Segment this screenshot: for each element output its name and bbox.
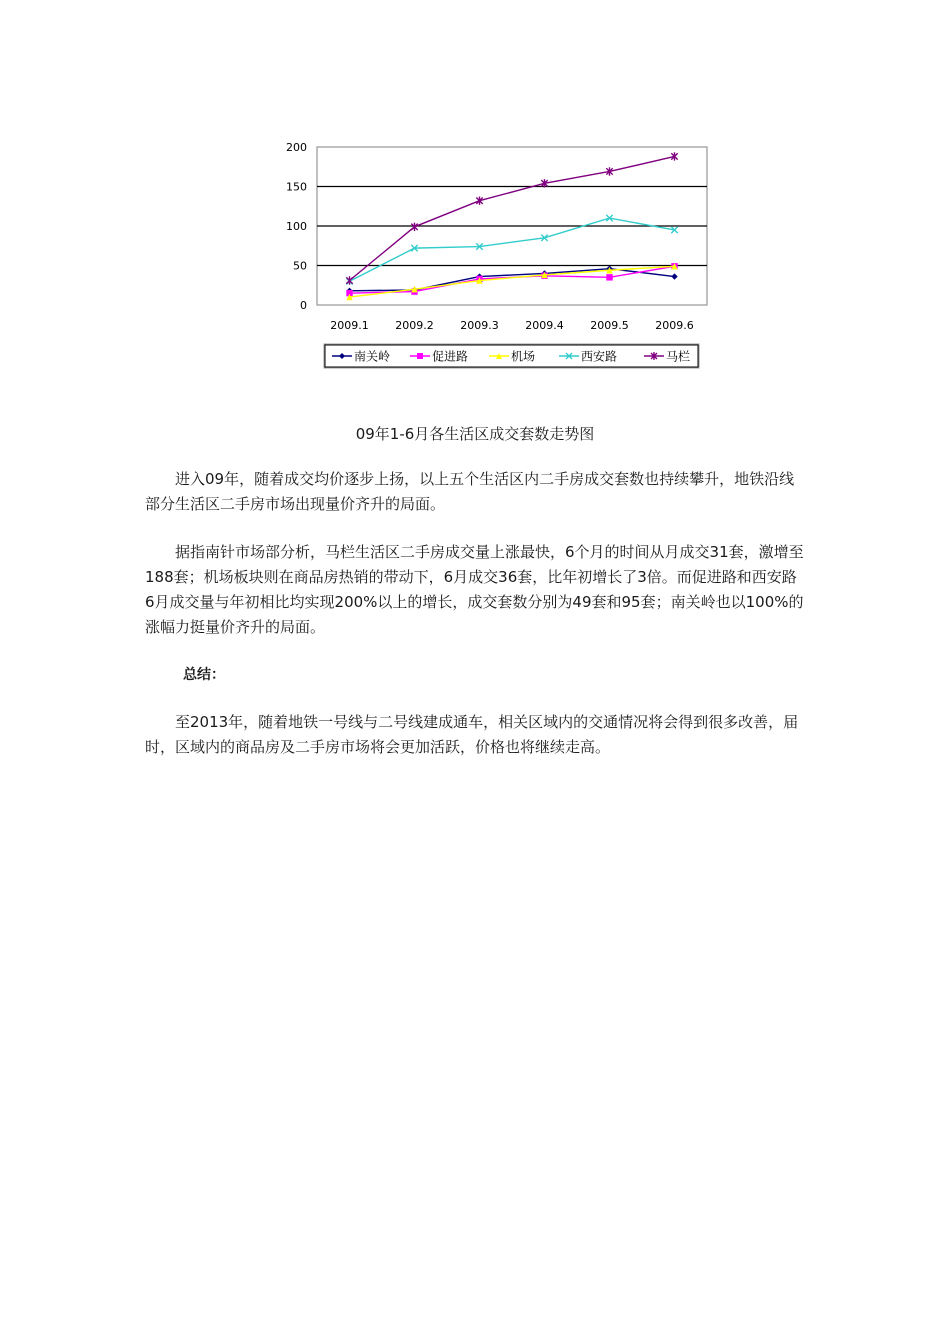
x-tick-label: 2009.4 [525,319,564,332]
x-tick-label: 2009.3 [460,319,499,332]
summary-heading: 总结： [183,667,225,683]
paragraph-intro: 进入09年，随着成交均价逐步上扬，以上五个生活区内二手房成交套数也持续攀升，地铁沿线部分生活区二手房市场出现量价齐升的局面。 [145,470,795,513]
y-tick-label: 0 [300,299,307,312]
data-point [606,274,612,280]
line-chart [270,135,720,375]
paragraph-summary: 至2013年，随着地铁一号线与二号线建成通车，相关区域内的交通情况将会得到很多改善，届时，区域内的商品房及二手房市场将会更加活跃，价格也将继续走高。 [145,713,799,756]
legend-marker [417,353,423,359]
chart-caption: 09年1-6月各生活区成交套数走势图 [355,425,595,443]
y-tick-label: 200 [286,141,307,154]
y-tick-label: 150 [286,180,307,194]
legend-label: 南关岭 [354,349,391,364]
legend-label: 机场 [511,349,536,364]
y-tick-label: 100 [286,220,307,233]
y-tick-label: 50 [293,259,307,273]
x-axis-ticks [330,319,694,332]
legend-label: 促进路 [432,349,469,364]
x-tick-label: 2009.2 [395,319,434,332]
paragraph-analysis: 据指南针市场部分析，马栏生活区二手房成交量上涨最快，6个月的时间从月成交31套，激增至188套；机场板块则在商品房热销的带动下，6月成交36套，比年初增长了3倍。而促进路和西安路6月成交量与年初相比均实现200%以上的增长，成交套数分别为49套和95套；南关岭也以100%的涨幅力挺量价齐升的局面。 [145,543,804,636]
legend-label: 马栏 [666,349,691,364]
x-tick-label: 2009.5 [590,319,629,332]
y-axis-ticks [286,141,307,312]
x-tick-label: 2009.1 [330,319,369,332]
legend [324,344,699,368]
x-tick-label: 2009.6 [655,319,694,332]
legend-label: 西安路 [581,349,618,364]
